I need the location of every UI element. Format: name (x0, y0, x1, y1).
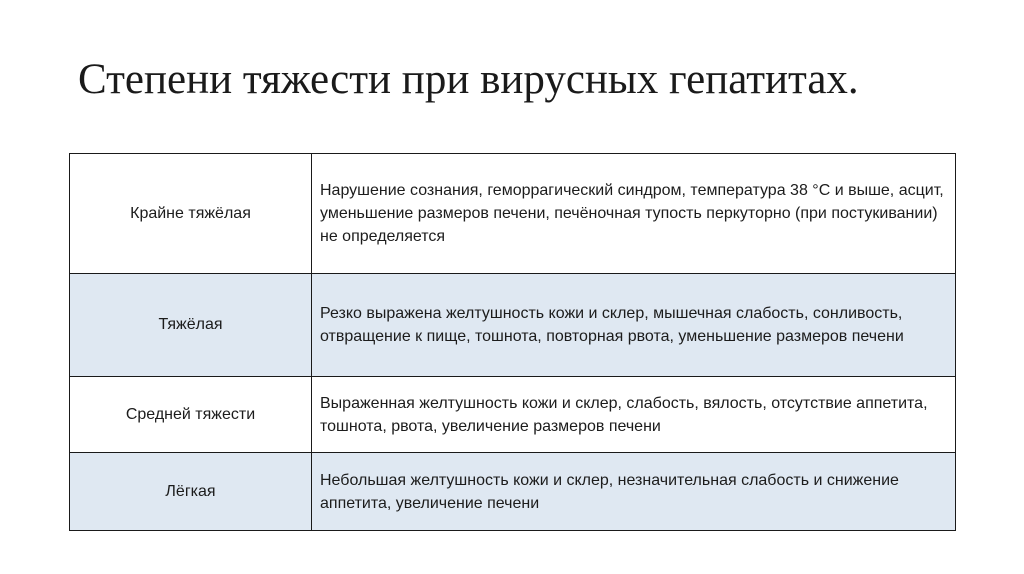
severity-grade-cell: Крайне тяжёлая (70, 154, 312, 274)
severity-table (69, 153, 956, 531)
table-row (70, 274, 956, 377)
table-row (70, 154, 956, 274)
severity-grade-cell: Средней тяжести (70, 377, 312, 453)
severity-description-cell: Нарушение сознания, геморрагический синдром, температура 38 °C и выше, асцит, уменьшение размеров печени, печёночная тупость перкуторно (при постукивании) не определяется (312, 154, 956, 274)
severity-description-cell: Небольшая желтушность кожи и склер, незначительная слабость и снижение аппетита, увеличение печени (312, 453, 956, 531)
slide-title: Степени тяжести при вирусных гепатитах. (78, 56, 859, 103)
severity-description-cell: Выраженная желтушность кожи и склер, слабость, вялость, отсутствие аппетита, тошнота, рвота, увеличение размеров печени (312, 377, 956, 453)
severity-grade-cell: Тяжёлая (70, 274, 312, 377)
table-row (70, 453, 956, 531)
table-row (70, 377, 956, 453)
severity-grade-cell: Лёгкая (70, 453, 312, 531)
severity-description-cell: Резко выражена желтушность кожи и склер, мышечная слабость, сонливость, отвращение к пище, тошнота, повторная рвота, уменьшение размеров печени (312, 274, 956, 377)
